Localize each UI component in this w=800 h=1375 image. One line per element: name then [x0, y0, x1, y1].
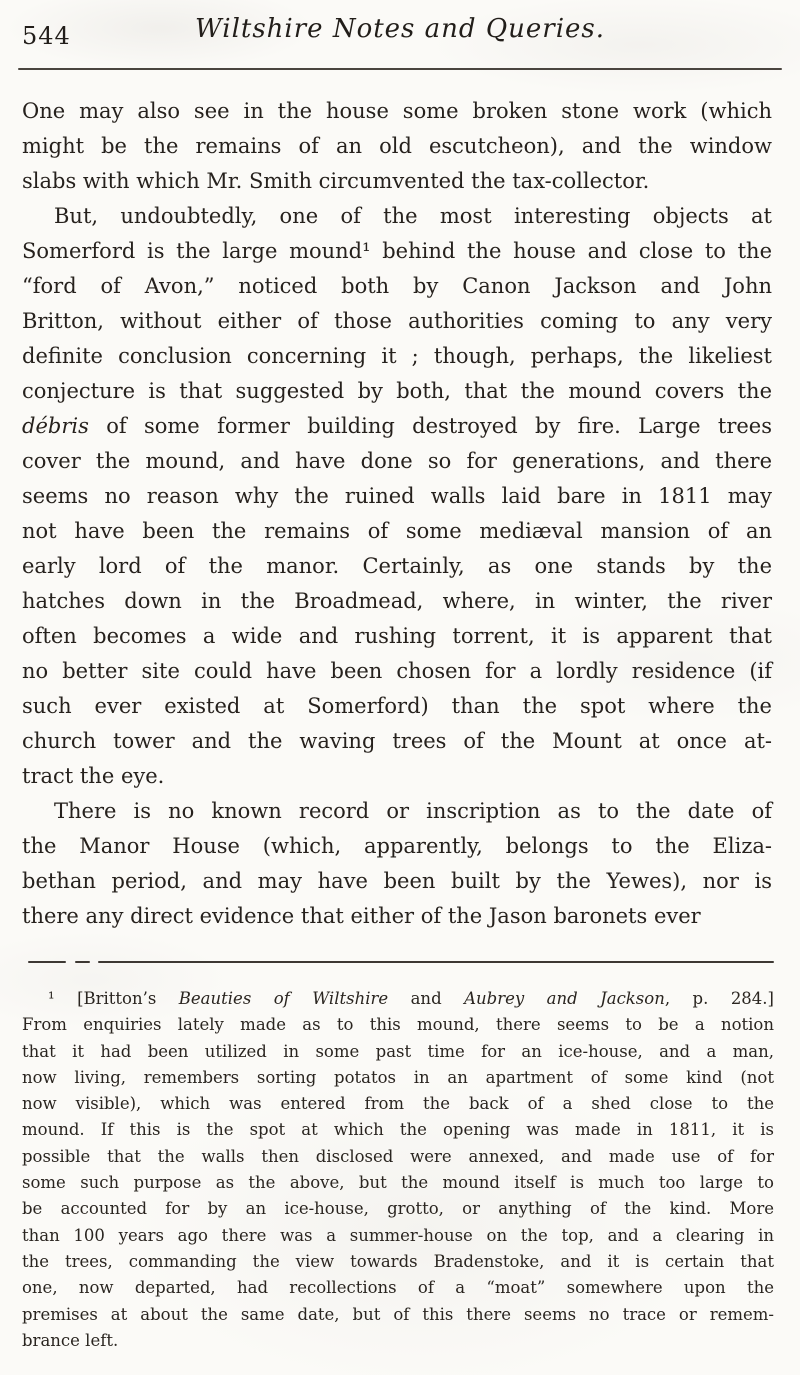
text-run: bethan period, and may have been built by the Yewes), nor is — [22, 869, 772, 893]
text-run: From enquiries lately made as to this mound, there seems to be a notion — [22, 1015, 774, 1035]
text-line — [22, 899, 772, 934]
text-line — [22, 584, 772, 619]
text-run: premises at about the same date, but of this there seems no trace or remem- — [22, 1304, 774, 1324]
text-run: church tower and the waving trees of the Mount at once at- — [22, 729, 772, 753]
text-run: Britton, without either of those authorities coming to any very — [22, 309, 772, 333]
paragraph — [22, 794, 772, 934]
text-run: early lord of the manor. Certainly, as one stands by the — [22, 554, 772, 578]
footnote-separator-rule — [28, 961, 774, 964]
text-line — [22, 304, 772, 339]
italic-text: débris — [22, 414, 89, 438]
text-run: might be the remains of an old escutcheon), and the window — [22, 134, 772, 158]
text-line — [22, 794, 772, 829]
text-run: that it had been utilized in some past time for an ice-house, and a man, — [22, 1041, 774, 1061]
text-run: cover the mound, and have done so for generations, and there — [22, 449, 772, 473]
text-line — [22, 479, 772, 514]
text-line — [22, 759, 772, 794]
text-line — [22, 1012, 774, 1038]
rule-segment — [28, 961, 66, 963]
text-run: not have been the remains of some mediæval mansion of an — [22, 519, 772, 543]
text-line — [22, 829, 772, 864]
paragraph — [22, 94, 772, 199]
text-run: seems no reason why the ruined walls laid bare in 1811 may — [22, 484, 772, 508]
text-line — [22, 199, 772, 234]
text-run: conjecture is that suggested by both, that the mound covers the — [22, 379, 772, 403]
text-line — [22, 619, 772, 654]
text-line — [22, 864, 772, 899]
text-line — [22, 1223, 774, 1249]
text-line — [22, 374, 772, 409]
text-line — [22, 164, 772, 199]
text-line — [22, 1091, 774, 1117]
text-run: no better site could have been chosen for a lordly residence (if — [22, 659, 772, 683]
text-run: often becomes a wide and rushing torrent, it is apparent that — [22, 624, 772, 648]
text-run: hatches down in the Broadmead, where, in winter, the river — [22, 589, 772, 613]
text-run: Somerford is the large mound¹ behind the house and close to the — [22, 239, 772, 263]
italic-text: Beauties of Wiltshire — [178, 989, 389, 1008]
text-line — [22, 549, 772, 584]
footnote-text — [22, 986, 774, 1354]
text-run: But, undoubtedly, one of the most interesting objects at — [54, 204, 772, 228]
text-run: ¹ [Britton’s — [48, 989, 179, 1008]
text-line — [22, 514, 772, 549]
text-run: such ever existed at Somerford) than the spot where the — [22, 694, 772, 718]
text-line — [22, 1117, 774, 1143]
text-run: now visible), which was entered from the back of a shed close to the — [22, 1094, 774, 1114]
text-line — [22, 1144, 774, 1170]
text-run: , p. 284.] — [664, 989, 774, 1008]
text-run: there any direct evidence that either of the Jason baronets ever — [22, 904, 701, 928]
text-run: possible that the walls then disclosed were annexed, and made use of for — [22, 1146, 774, 1166]
text-run: now living, remembers sorting potatos in an apartment of some kind (not — [22, 1067, 774, 1087]
text-line — [22, 986, 774, 1012]
text-line — [22, 1275, 774, 1301]
rule-segment — [98, 961, 774, 963]
text-line — [22, 234, 772, 269]
text-run: of some former building destroyed by fire. Large trees — [88, 414, 772, 438]
text-line — [22, 269, 772, 304]
text-line — [22, 409, 772, 444]
running-title: Wiltshire Notes and Queries. — [194, 14, 605, 44]
text-line — [22, 1302, 774, 1328]
text-line — [22, 339, 772, 374]
text-line — [22, 689, 772, 724]
page-number: 544 — [22, 22, 71, 50]
text-line — [22, 1065, 774, 1091]
text-line — [22, 94, 772, 129]
text-run: and — [388, 989, 465, 1008]
text-run: brance left. — [22, 1330, 119, 1350]
body-text — [22, 94, 772, 934]
rule-segment — [75, 961, 90, 963]
text-run: slabs with which Mr. Smith circumvented the tax-collector. — [22, 169, 650, 193]
text-line — [22, 1328, 774, 1354]
text-run: definite conclusion concerning it ; though, perhaps, the likeliest — [22, 344, 772, 368]
header-rule — [18, 68, 782, 70]
text-run: than 100 years ago there was a summer-house on the top, and a clearing in — [22, 1225, 774, 1245]
text-line — [22, 129, 772, 164]
text-run: “ford of Avon,” noticed both by Canon Jackson and John — [22, 274, 772, 298]
text-line — [22, 724, 772, 759]
text-line — [22, 1039, 774, 1065]
italic-text: Aubrey and Jackson — [464, 989, 665, 1008]
text-run: There is no known record or inscription as to the date of — [54, 799, 772, 823]
text-run: one, now departed, had recollections of a “moat” somewhere upon the — [22, 1278, 774, 1298]
text-run: some such purpose as the above, but the mound itself is much too large to — [22, 1173, 774, 1193]
text-line — [22, 444, 772, 479]
text-line — [22, 1196, 774, 1222]
page-header — [0, 0, 800, 68]
text-line — [22, 1249, 774, 1275]
text-line — [22, 654, 772, 689]
text-line — [22, 1170, 774, 1196]
text-run: the trees, commanding the view towards Bradenstoke, and it is certain that — [22, 1251, 774, 1271]
text-run: mound. If this is the spot at which the opening was made in 1811, it is — [22, 1120, 774, 1140]
paragraph — [22, 199, 772, 794]
text-run: the Manor House (which, apparently, belongs to the Eliza- — [22, 834, 772, 858]
text-run: tract the eye. — [22, 764, 165, 788]
text-run: be accounted for by an ice-house, grotto, or anything of the kind. More — [22, 1199, 774, 1219]
text-run: One may also see in the house some broken stone work (which — [22, 99, 772, 123]
